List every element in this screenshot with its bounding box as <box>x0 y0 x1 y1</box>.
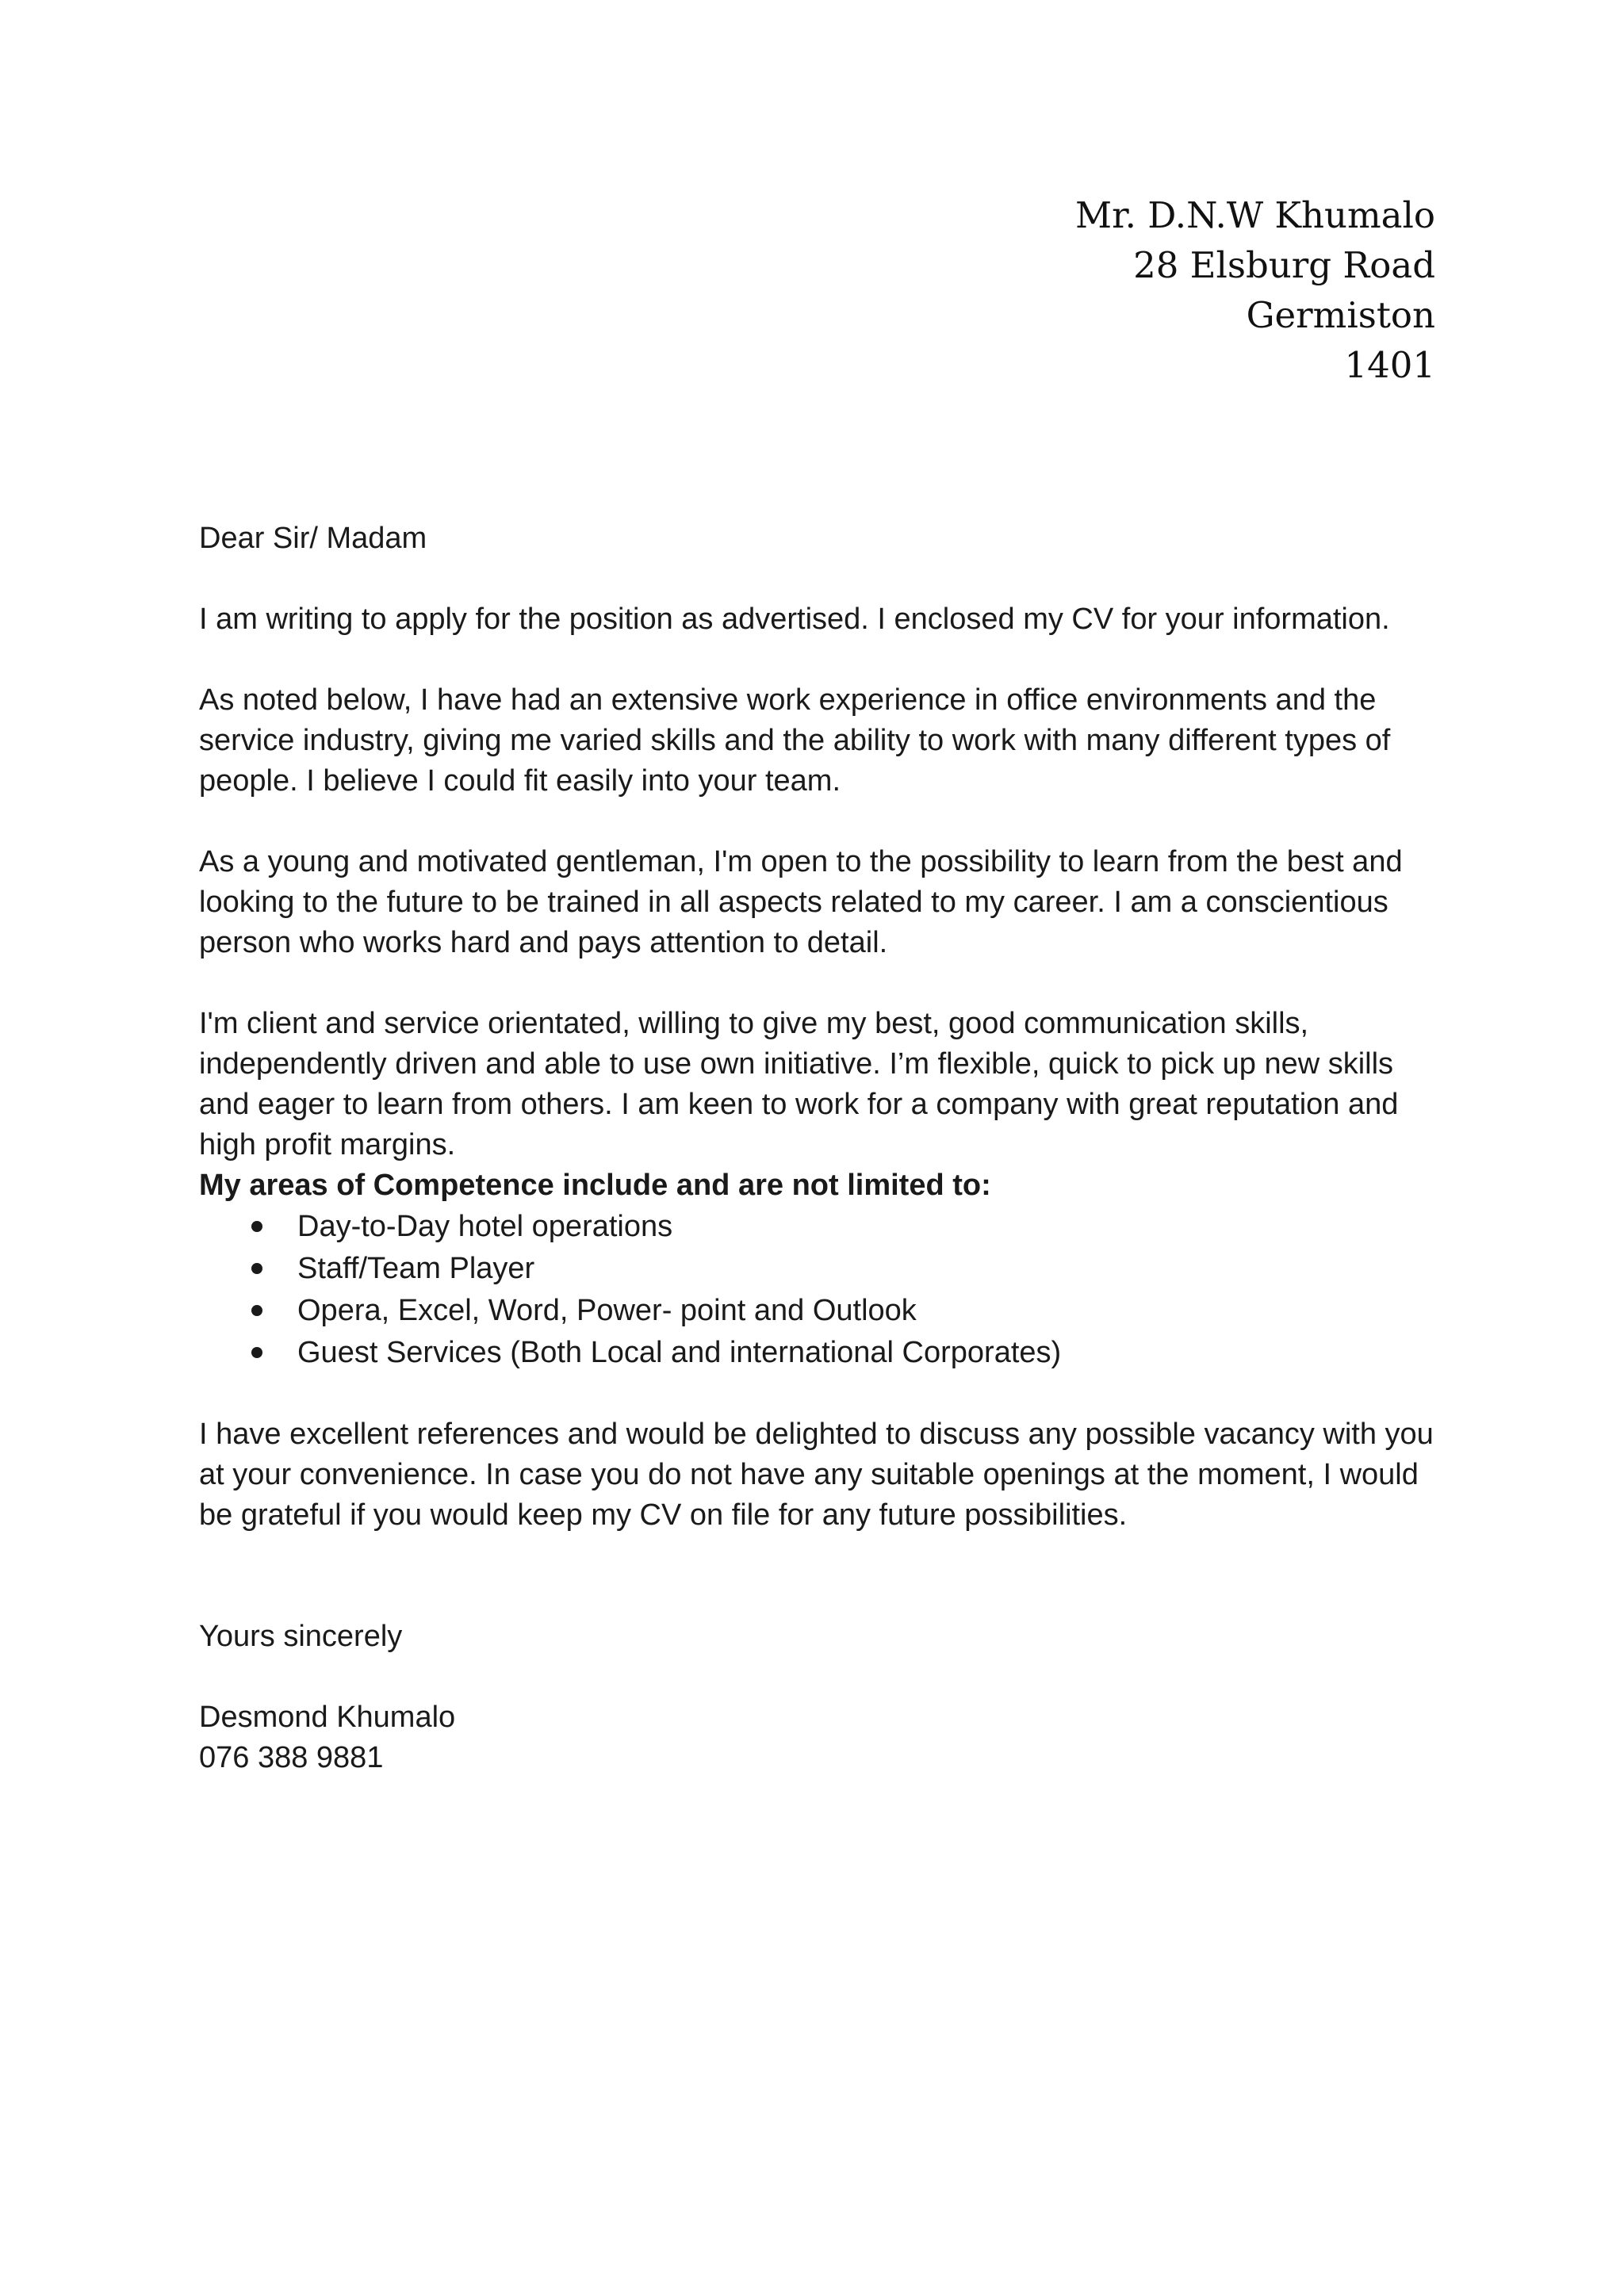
competence-label: Opera, Excel, Word, Power- point and Outlook <box>297 1294 917 1327</box>
competence-list <box>199 1206 1436 1374</box>
paragraph-application: I am writing to apply for the position as advertised. I enclosed my CV for your information. <box>199 603 1390 636</box>
closing: Yours sincerely <box>199 1620 403 1653</box>
letter-body <box>199 519 1436 1778</box>
list-item <box>199 1206 1436 1248</box>
competence-label: Staff/Team Player <box>297 1252 535 1285</box>
salutation: Dear Sir/ Madam <box>199 522 427 555</box>
list-item <box>199 1290 1436 1332</box>
sender-name: Mr. D.N.W Khumalo <box>1075 194 1435 236</box>
paragraph-qualities: I'm client and service orientated, willing to give my best, good communication skills, independently driven and able to use own initiative. I’m flexible, quick to pick up new skills and eager to learn from others. I am keen to work for a company with great reputation and high profit margins. <box>199 1007 1399 1161</box>
bullet-icon <box>251 1263 262 1274</box>
paragraph-motivation: As a young and motivated gentleman, I'm open to the possibility to learn from the best and looking to the future to be trained in all aspects related to my career. I am a conscientious person who works hard and pays attention to detail. <box>199 845 1403 959</box>
list-item <box>199 1332 1436 1374</box>
competence-heading: My areas of Competence include and are not limited to: <box>199 1169 991 1202</box>
sender-postal-code: 1401 <box>1344 344 1435 386</box>
paragraph-experience: As noted below, I have had an extensive work experience in office environments and the service industry, giving me varied skills and the ability to work with many different types of people. I believe I could fit easily into your team. <box>199 683 1391 798</box>
sender-city: Germiston <box>1246 294 1435 336</box>
bullet-icon <box>251 1221 262 1232</box>
paragraph-references: I have excellent references and would be delighted to discuss any possible vacancy with you at your convenience. In case you do not have any suitable openings at the moment, I would be grateful if you would keep my CV on file for any future possibilities. <box>199 1418 1434 1532</box>
phone-number: 076 388 9881 <box>199 1741 384 1774</box>
bullet-icon <box>251 1347 262 1358</box>
bullet-icon <box>251 1305 262 1316</box>
sender-address <box>1075 190 1435 390</box>
sender-street: 28 Elsburg Road <box>1133 244 1435 286</box>
list-item <box>199 1248 1436 1290</box>
competence-label: Guest Services (Both Local and international Corporates) <box>297 1336 1062 1369</box>
signature-name: Desmond Khumalo <box>199 1701 456 1734</box>
competence-label: Day-to-Day hotel operations <box>297 1210 673 1243</box>
